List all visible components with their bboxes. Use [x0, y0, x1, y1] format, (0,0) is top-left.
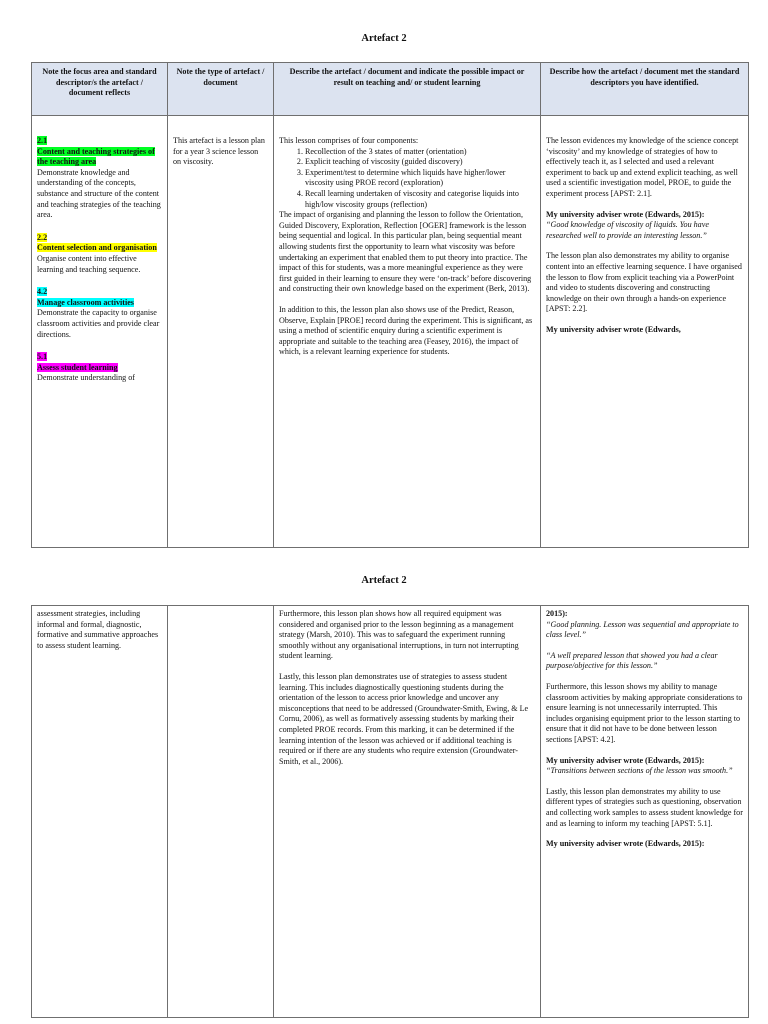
artefact-description-cell	[274, 606, 541, 1018]
standard-code: 5.1	[37, 352, 48, 362]
focus-area-cell	[32, 116, 168, 548]
adviser-quote: “Good knowledge of viscosity of liquids. You have researched well to provide an interesting lesson.”	[546, 220, 709, 240]
paragraph: Furthermore, this lesson shows my ability to manage classroom activities by making appropriate considerations to ensure learning is not unnecessarily interrupted. This includes organising equipment prior to the lesson starting to ensure that it did not have to be done between lesson sections [APST: 4.2].	[546, 681, 743, 744]
standard-description: Demonstrate understanding of	[37, 373, 135, 383]
list-item: 3. Experiment/test to determine which liquids have higher/lower viscosity using PROE record (exploration)	[305, 168, 535, 189]
header-describe-artefact: Describe the artefact / document and indicate the possible impact or result on teaching and/ or student learning	[274, 63, 541, 116]
adviser-quote: “A well prepared lesson that showed you had a clear purpose/objective for this lesson.”	[546, 650, 718, 671]
adviser-note-continued: 2015):	[546, 609, 568, 618]
artefact-table	[31, 605, 749, 1018]
standard-code: 2.1	[37, 136, 48, 145]
adviser-quote: “Good planning. Lesson was sequential and appropriate to class level.”	[546, 619, 739, 640]
header-focus-area: Note the focus area and standard descriptor/s the artefact / document reflects	[32, 63, 168, 116]
page-title: Artefact 2	[361, 33, 407, 44]
header-descriptors-met: Describe how the artefact / document met the standard descriptors you have identified.	[541, 63, 749, 116]
adviser-note: My university adviser wrote (Edwards, 2015):	[546, 755, 705, 765]
paragraph: The lesson evidences my knowledge of the science concept ‘viscosity’ and my knowledge of strategies of how to effectively teach it, as I selected and used a relevant experiment to back up and extend explicit teaching, as well used a scientific investigation model, PROE, to guide the experiment process [APST: 2.1].	[546, 136, 739, 198]
artefact-type-cell	[168, 606, 274, 1018]
standard-title: Manage classroom activities	[37, 297, 134, 307]
standard-code: 2.2	[37, 232, 48, 242]
table-row	[32, 116, 749, 548]
artefact-type-cell: This artefact is a lesson plan for a year 3 science lesson on viscosity.	[168, 116, 274, 548]
standard-description: Demonstrate knowledge and understanding of the concepts, substance and structure of the content and teaching strategies of the teaching area.	[37, 167, 161, 220]
paragraph: Lastly, this lesson plan demonstrates use of strategies to assess student learning. This includes diagnostically questioning students during the orientation of the lesson to access prior knowledge and uncover any misconceptions that need to be addressed (Groundwater-Smith, Ewing, & Le Cornu, 2006), as well as formatively assessing students by marking their completed PROE records. From this marking, it can be determined if the learning intention of the lesson was achieved or if additional teaching is required or if there are any students who require extension (Groundwater-Smith, et al., 2006).	[279, 671, 529, 766]
standard-title: Content and teaching strategies of the teaching area	[37, 146, 155, 167]
adviser-note: My university adviser wrote (Edwards,	[546, 324, 681, 334]
artefact-table	[31, 62, 749, 548]
paragraph: Furthermore, this lesson plan shows how all required equipment was considered and organised prior to the lesson beginning as a management strategy (Marsh, 2010). This was to safeguard the experiment running smoothly without any organisational interruptions, in turn not interrupting student learning.	[279, 609, 519, 661]
list-item: 1. Recollection of the 3 states of matter (orientation)	[305, 147, 535, 158]
page-title: Artefact 2	[361, 575, 407, 586]
list-item: 4. Recall learning undertaken of viscosity and categorise liquids into high/low viscosity groups (reflection)	[305, 189, 535, 210]
artefact-description-cell	[274, 116, 541, 548]
paragraph: Lastly, this lesson plan demonstrates my ability to use different types of strategies such as questioning, observation and collecting work samples to assess student knowledge for and as learning to inform my teaching [APST: 5.1].	[546, 786, 743, 828]
table-row	[32, 606, 749, 1018]
table-header-row	[32, 63, 749, 116]
standard-title: Assess student learning	[37, 362, 118, 372]
paragraph: The lesson plan also demonstrates my ability to organise content into an effective learning sequence. I have organised the lesson to flow from explicit teaching via a PowerPoint and video to students discovering and constructing knowledge on their own through a hands-on experience [APST: 2.2].	[546, 251, 742, 314]
paragraph: In addition to this, the lesson plan also shows use of the Predict, Reason, Observe, Explain [PROE] record during the experiment. This is significant, as using a method of scientific enquiry during a scientific experiment is appropriate and suitable to the teaching area (Feasey, 2016), the impact of which, is a relevant learning experience for students.	[279, 304, 533, 357]
standard-description: Demonstrate the capacity to organise classroom activities and provide clear directions.	[37, 308, 160, 339]
descriptors-met-cell	[541, 116, 749, 548]
list-item: 2. Explicit teaching of viscosity (guided discovery)	[305, 157, 535, 168]
header-artefact-type: Note the type of artefact / document	[168, 63, 274, 116]
components-list	[279, 147, 535, 211]
standard-code: 4.2	[37, 287, 48, 297]
standard-title: Content selection and organisation	[37, 243, 157, 253]
standard-description: Organise content into effective learning and teaching sequence.	[37, 253, 141, 274]
focus-area-cell: assessment strategies, including informal and formal, diagnostic, formative and summative approaches to assess student learning.	[32, 606, 168, 1018]
adviser-quote: “Transitions between sections of the lesson was smooth.”	[546, 766, 733, 776]
paragraph: The impact of organising and planning the lesson to follow the Orientation, Guided Discovery, Exploration, Reflection [OGER] framework is the lesson being sequential and logical. In this particular plan, being sequential meant allowing students first the opportunity to learn what viscosity was before undertaking an experiment that enabled them to put theory into practice. The impact of this for students, was a more meaningful experience as they were first guided in their learning to ensure they were ‘on-track’ before discovering and constructing their own knowledge based on the experiment (Berk, 2013).	[279, 210, 532, 294]
components-intro: This lesson comprises of four components:	[279, 136, 419, 145]
adviser-note: My university adviser wrote (Edwards, 2015):	[546, 839, 705, 849]
descriptors-met-cell	[541, 606, 749, 1018]
adviser-note: My university adviser wrote (Edwards, 2015):	[546, 209, 705, 219]
